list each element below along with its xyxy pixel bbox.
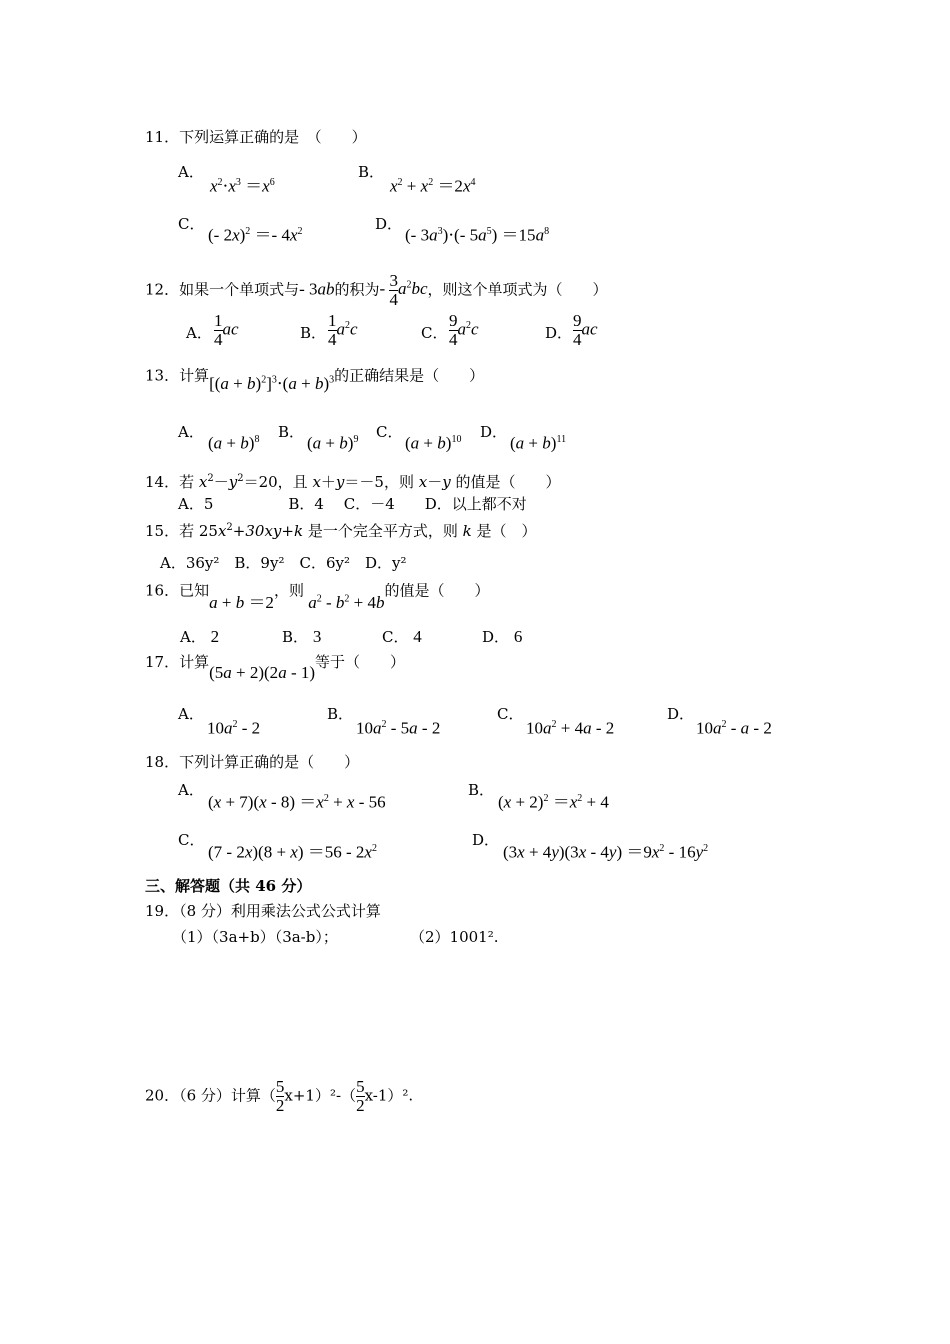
q12-option-c-label: C． bbox=[421, 324, 448, 342]
q14-stem: 14．若 $x^2-y^2=20$，且 x＋y＝－5，则 x－y 的值是（ ） bbox=[145, 473, 561, 491]
q18-option-a-formula: $(x + 7)(x - 8) =x^2 + x - 56$ bbox=[208, 792, 386, 812]
q13-option-b-formula: $(a + b)^9$ bbox=[307, 433, 359, 453]
q13-option-a-formula: $(a + b)^8$ bbox=[208, 433, 260, 453]
q18-option-a-label: A． bbox=[178, 781, 204, 799]
q13-option-d-formula: $(a + b)^{11}$ bbox=[510, 433, 567, 453]
q18-option-c-formula: $(7 - 2x)(8 + x) =56 - 2x^2$ bbox=[208, 842, 377, 862]
q18-stem: 18．下列计算正确的是（ ） bbox=[145, 753, 360, 771]
q16-option-a: A． 2 bbox=[180, 627, 220, 646]
q19-part-2: （2）1001². bbox=[410, 928, 499, 946]
q12-option-d-formula: $\frac{9}{4}$ ac bbox=[573, 311, 598, 349]
q12-stem: 12．如果一个单项式与- 3ab的积为- $\frac{3}{4}$ $a^2bc$，则这个单项式为（ ） bbox=[145, 271, 608, 309]
q19-stem: 19．（8 分）利用乘法公式公式计算 bbox=[145, 902, 381, 920]
q17-option-b-formula: $10a^2 - 5a - 2$ bbox=[356, 718, 441, 738]
q13-stem: 13．计算$[(a + b)^2]^3\cdot(a + b)^3$的正确结果是（ ） bbox=[145, 366, 485, 393]
q11-option-a-formula: $x^2\cdot x^3 =x^6$ bbox=[210, 176, 275, 196]
q12-option-a-formula: $\frac{1}{4}$ ac bbox=[214, 311, 239, 349]
q11-option-d-label: D． bbox=[375, 215, 403, 233]
q17-option-d-formula: $10a^2$ - a - 2 bbox=[696, 718, 772, 738]
q12-option-c-formula: $\frac{9}{4}$ $a^2c$ bbox=[449, 311, 479, 349]
q11-stem: 11．下列运算正确的是 （ ） bbox=[145, 128, 367, 146]
q16-stem: 16．已知a + b ＝2，则 $a^2 - b^2 + 4b$的值是（ ） bbox=[145, 581, 490, 612]
q11-option-c-formula: (- $2x)^2 =- 4x^2$ bbox=[208, 225, 303, 245]
q17-option-c-label: C． bbox=[497, 705, 524, 723]
q18-option-d-formula: $(3x + 4y)(3x - 4y) =9x^2 - 16y^2$ bbox=[503, 842, 709, 862]
q11-option-a-label: A． bbox=[178, 163, 204, 181]
q17-option-c-formula: $10a^2 + 4a - 2$ bbox=[526, 718, 615, 738]
q11-option-c-label: C． bbox=[178, 215, 205, 233]
q15-options: A．36y² B．9y² C．6y² D．y² bbox=[160, 554, 407, 572]
q13-option-d-label: D． bbox=[480, 423, 508, 441]
q20-stem: 20．（6 分）计算（ $\frac{5}{2}$ x+1）²-（ $\frac{5}{2}$ x-1）². bbox=[145, 1077, 414, 1115]
q18-option-d-label: D． bbox=[472, 831, 500, 849]
q13-option-a-label: A． bbox=[178, 423, 204, 441]
q12-option-a-label: A． bbox=[186, 324, 212, 342]
q11-option-b-label: B． bbox=[358, 163, 385, 181]
q12-option-d-label: D． bbox=[545, 324, 573, 342]
q12-option-b-formula: $\frac{1}{4}$ $a^2c$ bbox=[328, 311, 358, 349]
q16-option-b: B． 3 bbox=[282, 627, 322, 646]
q17-option-a-label: A． bbox=[178, 705, 204, 723]
q17-option-b-label: B． bbox=[327, 705, 354, 723]
section-3-heading: 三、解答题（共 46 分） bbox=[145, 877, 312, 895]
q18-option-c-label: C． bbox=[178, 831, 205, 849]
q12-option-b-label: B． bbox=[300, 324, 327, 342]
q17-stem: 17．计算(5a + 2)(2a - 1)等于（ ） bbox=[145, 653, 406, 682]
q15-stem: 15．若 $25x^2+30xy+k$ 是一个完全平方式，则 k 是（ ） bbox=[145, 522, 537, 540]
q14-options: A．5 B．4 C．－4 D．以上都不对 bbox=[178, 495, 527, 513]
q19-part-1: （1）（3a+b）（3a-b）； bbox=[172, 928, 338, 946]
q16-option-c: C． 4 bbox=[382, 627, 422, 646]
q11-option-d-formula: (- $3a^3)\cdot(-$ $5a^5) =15a^8$ bbox=[405, 225, 550, 245]
q16-option-d: D． 6 bbox=[482, 627, 523, 646]
q17-option-d-label: D． bbox=[667, 705, 695, 723]
q13-option-b-label: B． bbox=[278, 423, 305, 441]
q17-option-a-formula: $10a^2 - 2$ bbox=[207, 718, 261, 738]
q18-option-b-label: B． bbox=[468, 781, 495, 799]
q13-option-c-formula: $(a + b)^{10}$ bbox=[405, 433, 462, 453]
q11-option-b-formula: $x^2 + x^2 =2x^4$ bbox=[390, 176, 476, 196]
q13-option-c-label: C． bbox=[376, 423, 403, 441]
q18-option-b-formula: $(x + 2)^2 =x^2 + 4$ bbox=[498, 792, 609, 812]
